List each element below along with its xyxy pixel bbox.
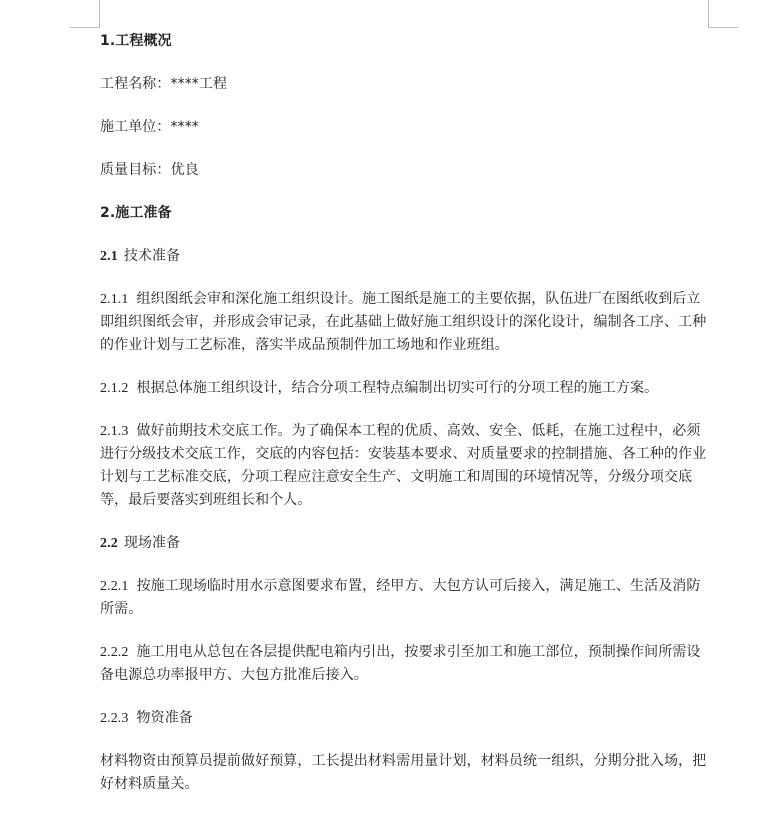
paragraph-2-1-1 — [100, 288, 712, 357]
paragraph-text: 根据总体施工组织设计，结合分项工程特点编制出切实可行的分项工程的施工方案。 — [136, 380, 659, 396]
paragraph-number: 2.2.1 — [100, 579, 129, 594]
crop-mark-top-right — [708, 0, 709, 28]
paragraph-2-2-1 — [100, 575, 712, 621]
paragraph-number: 2.1.1 — [100, 292, 129, 307]
paragraph-number: 2.1.3 — [100, 424, 129, 439]
paragraph-title: 物资准备 — [136, 710, 193, 726]
paragraph-text: 施工用电从总包在各层提供配电箱内引出，按要求引至加工和施工部位，预制操作间所需设备电源总功率报甲方、大包方批准后接入。 — [100, 644, 701, 683]
crop-mark-top-left-horizontal — [70, 27, 100, 28]
paragraph-text: 按施工现场临时用水示意图要求布置，经甲方、大包方认可后接入，满足施工、生活及消防所需。 — [100, 578, 701, 617]
paragraph-number: 2.2.2 — [100, 645, 129, 660]
paragraph-2-1-2 — [100, 377, 712, 400]
section-2-2-heading — [100, 532, 712, 555]
paragraph-2-1-3 — [100, 420, 712, 512]
crop-mark-top-left — [99, 0, 100, 28]
paragraph-materials: 材料物资由预算员提前做好预算，工长提出材料需用量计划，材料员统一组织，分期分批入场，把好材料质量关。 — [100, 753, 707, 792]
paragraph-text: 组织图纸会审和深化施工组织设计。施工图纸是施工的主要依据，队伍进厂在图纸收到后立即组织图纸会审，并形成会审记录，在此基础上做好施工组织设计的深化设计，编制各工序、工种的作业计划与工艺标准，落实半成品预制件加工场地和作业班组。 — [100, 291, 707, 353]
heading-project-overview: 1.工程概况 — [100, 33, 172, 49]
project-name: 工程名称：****工程 — [100, 76, 228, 92]
crop-mark-top-right-horizontal — [708, 27, 738, 28]
section-number: 2.1 — [100, 249, 118, 264]
section-number: 2.2 — [100, 536, 118, 551]
section-title: 现场准备 — [123, 535, 181, 551]
paragraph-number: 2.2.3 — [100, 711, 129, 726]
quality-target: 质量目标：优良 — [100, 162, 199, 178]
paragraph-2-2-2 — [100, 641, 712, 687]
paragraph-number: 2.1.2 — [100, 381, 129, 396]
construction-unit: 施工单位：**** — [100, 119, 199, 135]
paragraph-2-2-3-heading — [100, 707, 712, 730]
heading-construction-preparation: 2.施工准备 — [100, 205, 172, 221]
paragraph-text: 做好前期技术交底工作。为了确保本工程的优质、高效、安全、低耗，在施工过程中，必须进行分级技术交底工作，交底的内容包括：安装基本要求、对质量要求的控制措施、各工种的作业计划与工艺标准交底，分项工程应注意安全生产、文明施工和周围的环境情况等，分级分项交底等，最后要落实到班组长和个人。 — [100, 423, 707, 508]
document-body — [100, 30, 712, 796]
section-2-1-heading — [100, 245, 712, 268]
section-title: 技术准备 — [123, 248, 181, 264]
